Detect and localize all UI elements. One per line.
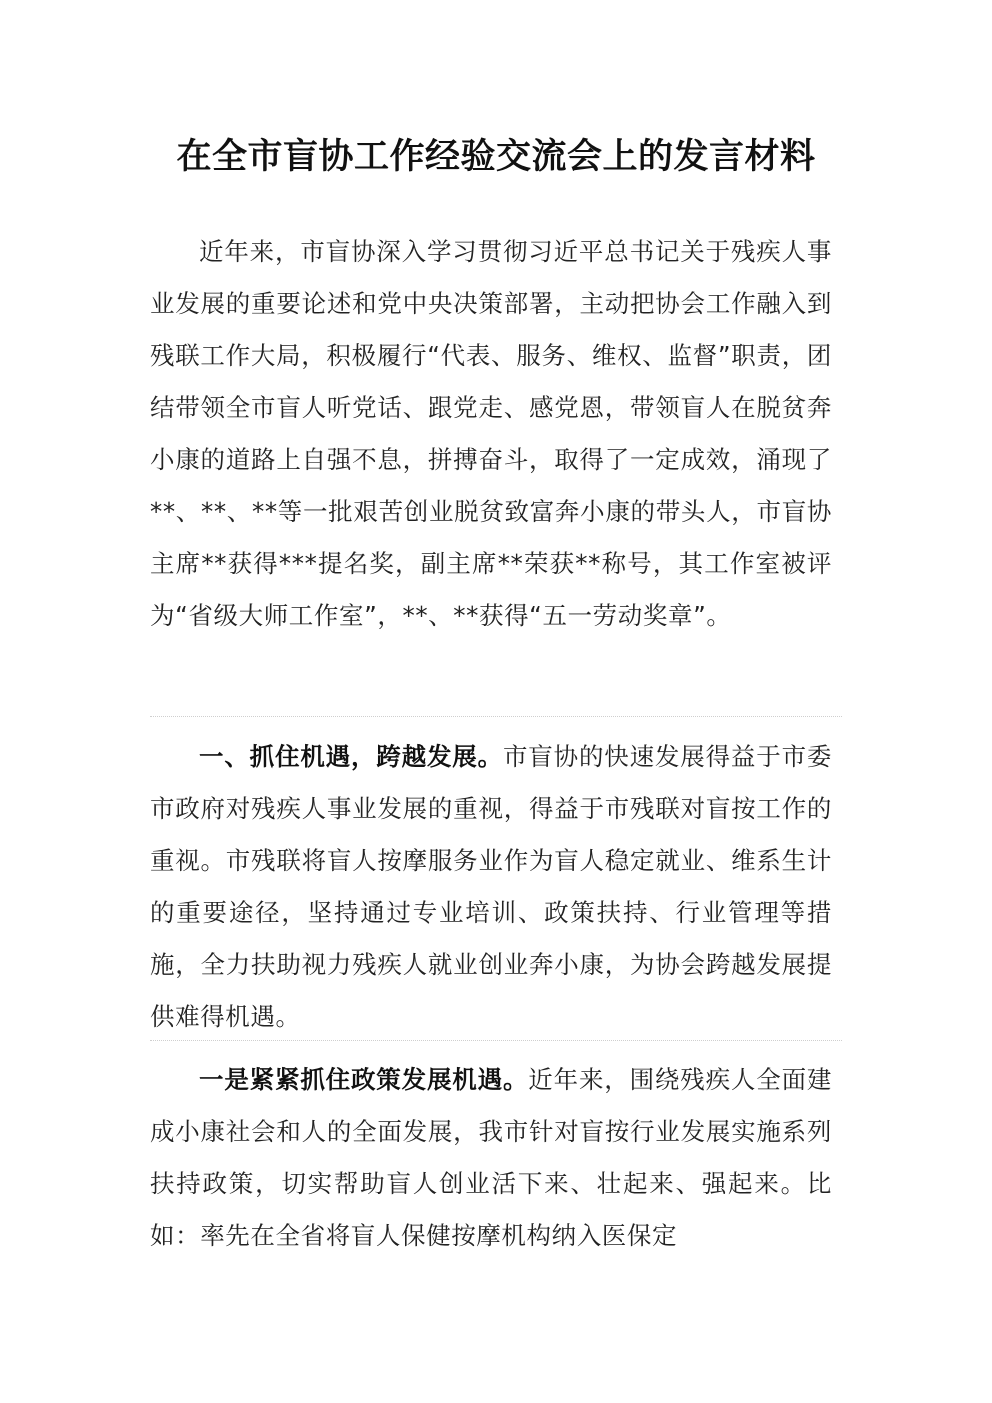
paragraph-text: 近年来，市盲协深入学习贯彻习近平总书记关于残疾人事业发展的重要论述和党中央决策部署，主动把协会工作融入到残联工作大局，积极履行“代表、服务、维权、监督”职责，团结带领全市盲人听党话、跟党走、感党恩，带领盲人在脱贫奔小康的道路上自强不息，拼搏奋斗，取得了一定成效，涌现了**、**、**等一批艰苦创业脱贫致富奔小康的带头人，市盲协主席**获得***提名奖，副主席**荣获**称号，其工作室被评为“省级大师工作室”，**、**获得“五一劳动奖章”。 [150,237,832,630]
paragraph-lead: 一是紧紧抓住政策发展机遇。 [199,1065,529,1094]
paragraph-lead: 一、抓住机遇，跨越发展。 [199,742,503,771]
paragraph-text: 近年来，围绕残疾人全面建成小康社会和人的全面发展，我市针对盲按行业发展实施系列扶持政策，切实帮助盲人创业活下来、壮起来、强起来。比如：率先在全省将盲人保健按摩机构纳入医保定 [150,1065,832,1250]
paragraph-section-1 [150,731,832,1043]
document-title: 在全市盲协工作经验交流会上的发言材料 [176,137,816,177]
paragraph-intro [150,226,832,642]
paragraph-text: 市盲协的快速发展得益于市委市政府对残疾人事业发展的重视，得益于市残联对盲按工作的重视。市残联将盲人按摩服务业作为盲人稳定就业、维系生计的重要途径，坚持通过专业培训、政策扶持、行业管理等措施，全力扶助视力残疾人就业创业奔小康，为协会跨越发展提供难得机遇。 [150,742,832,1031]
paragraph-section-2 [150,1054,832,1262]
section-divider [150,716,842,717]
section-divider [150,1040,842,1041]
